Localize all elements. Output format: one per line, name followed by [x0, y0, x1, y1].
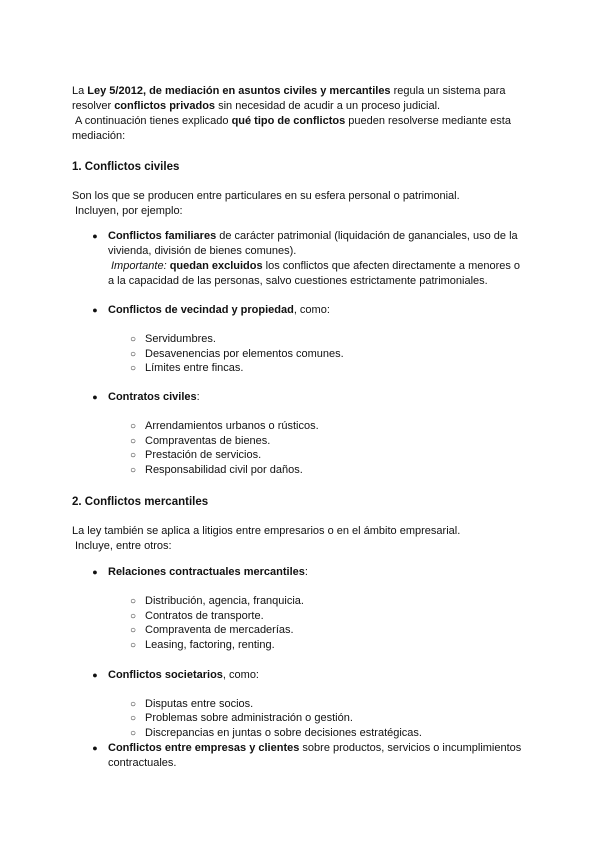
family-conflicts-note — [108, 259, 528, 289]
sub-item — [129, 609, 525, 624]
sub-item-text: Prestación de servicios. — [145, 449, 262, 461]
circle-bullet-icon: ○ — [129, 349, 137, 360]
section-1-intro-2: Incluyen, por ejemplo: — [75, 205, 183, 217]
intro-text: pueden resolverse mediante esta mediación: — [72, 115, 511, 142]
bullet-icon: ● — [92, 670, 98, 680]
circle-bullet-icon: ○ — [129, 596, 137, 607]
excluded-term: quedan excluidos — [169, 260, 263, 272]
sub-item-text: Contratos de transporte. — [145, 610, 264, 622]
intro-paragraph-1 — [72, 84, 542, 114]
bullet-text: : — [304, 566, 308, 578]
bullet-civil-contracts — [92, 390, 528, 405]
circle-bullet-icon: ○ — [129, 334, 137, 345]
circle-bullet-icon: ○ — [129, 436, 137, 447]
sub-item-text: Distribución, agencia, franquicia. — [145, 595, 304, 607]
intro-text: A continuación tienes explicado — [75, 115, 232, 127]
section-2-title: 2. Conflictos mercantiles — [72, 496, 209, 508]
sub-item-text: Responsabilidad civil por daños. — [145, 464, 303, 476]
intro-text: regula un sistema para resolver — [72, 85, 506, 112]
circle-bullet-icon: ○ — [129, 713, 137, 724]
bullet-icon: ● — [92, 392, 98, 402]
sub-item — [129, 623, 525, 638]
sub-item — [129, 361, 525, 376]
sub-item-text: Discrepancias en juntas o sobre decisiones estratégicas. — [145, 727, 422, 739]
bullet-label: Conflictos de vecindad y propiedad — [108, 304, 294, 316]
bullet-label: Contratos civiles — [108, 391, 197, 403]
sub-item — [129, 419, 525, 434]
circle-bullet-icon: ○ — [129, 611, 137, 622]
sub-item — [129, 638, 525, 653]
circle-bullet-icon: ○ — [129, 465, 137, 476]
sub-item-text: Límites entre fincas. — [145, 362, 244, 374]
sub-item-text: Compraventas de bienes. — [145, 435, 271, 447]
section-1-title: 1. Conflictos civiles — [72, 161, 180, 173]
circle-bullet-icon: ○ — [129, 728, 137, 739]
note-label: Importante: — [111, 260, 167, 272]
bullet-family-conflicts — [92, 229, 528, 259]
bullet-label: Conflictos entre empresas y clientes — [108, 742, 300, 754]
sub-item — [129, 463, 525, 478]
bullet-commercial-relations — [92, 565, 528, 580]
sub-item — [129, 697, 525, 712]
bullet-text: , como: — [222, 669, 259, 681]
law-name: Ley 5/2012, de mediación en asuntos civiles y mercantiles — [87, 85, 391, 97]
bullet-icon: ● — [92, 567, 98, 577]
section-2-intro-2: Incluye, entre otros: — [75, 540, 172, 552]
sub-item — [129, 332, 525, 347]
sub-item-text: Problemas sobre administración o gestión. — [145, 712, 353, 724]
sub-item — [129, 434, 525, 449]
sub-item — [129, 594, 525, 609]
circle-bullet-icon: ○ — [129, 363, 137, 374]
private-conflicts-term: conflictos privados — [114, 100, 216, 112]
circle-bullet-icon: ○ — [129, 450, 137, 461]
section-2-intro-1: La ley también se aplica a litigios entre empresarios o en el ámbito empresarial. — [72, 525, 461, 537]
sub-item-text: Servidumbres. — [145, 333, 216, 345]
bullet-label: Relaciones contractuales mercantiles — [108, 566, 305, 578]
sub-item-text: Desavenencias por elementos comunes. — [145, 348, 344, 360]
bullet-neighborhood-conflicts — [92, 303, 528, 318]
circle-bullet-icon: ○ — [129, 421, 137, 432]
bullet-label: Conflictos societarios — [108, 669, 223, 681]
bullet-text: sobre productos, servicios o incumplimientos contractuales. — [108, 742, 522, 769]
intro-paragraph-2 — [72, 114, 542, 144]
sub-item-text: Leasing, factoring, renting. — [145, 639, 275, 651]
bullet-text: de carácter patrimonial (liquidación de gananciales, uso de la vivienda, división de bienes comunes). — [108, 230, 518, 257]
sub-item — [129, 448, 525, 463]
circle-bullet-icon: ○ — [129, 625, 137, 636]
section-1-intro-1: Son los que se producen entre particulares en su esfera personal o patrimonial. — [72, 190, 460, 202]
sub-item-text: Compraventa de mercaderías. — [145, 624, 294, 636]
bullet-icon: ● — [92, 743, 98, 753]
bullet-text: : — [196, 391, 200, 403]
sub-item-text: Arrendamientos urbanos o rústicos. — [145, 420, 319, 432]
circle-bullet-icon: ○ — [129, 699, 137, 710]
bullet-label: Conflictos familiares — [108, 230, 217, 242]
bullet-text: , como: — [293, 304, 330, 316]
bullet-icon: ● — [92, 231, 98, 241]
bullet-icon: ● — [92, 305, 98, 315]
circle-bullet-icon: ○ — [129, 640, 137, 651]
bullet-corporate-conflicts — [92, 668, 528, 683]
conflict-types-term: qué tipo de conflictos — [231, 115, 346, 127]
sub-item-text: Disputas entre socios. — [145, 698, 254, 710]
note-text: los conflictos que afecten directamente a menores o a la capacidad de las personas, salvo cuestiones estrictamente patrimoniales. — [108, 260, 521, 287]
intro-text: La — [72, 85, 88, 97]
sub-item — [129, 711, 525, 726]
sub-item — [129, 726, 525, 741]
bullet-business-client-conflicts — [92, 741, 528, 771]
sub-item — [129, 347, 525, 362]
intro-text: sin necesidad de acudir a un proceso judicial. — [215, 100, 441, 112]
